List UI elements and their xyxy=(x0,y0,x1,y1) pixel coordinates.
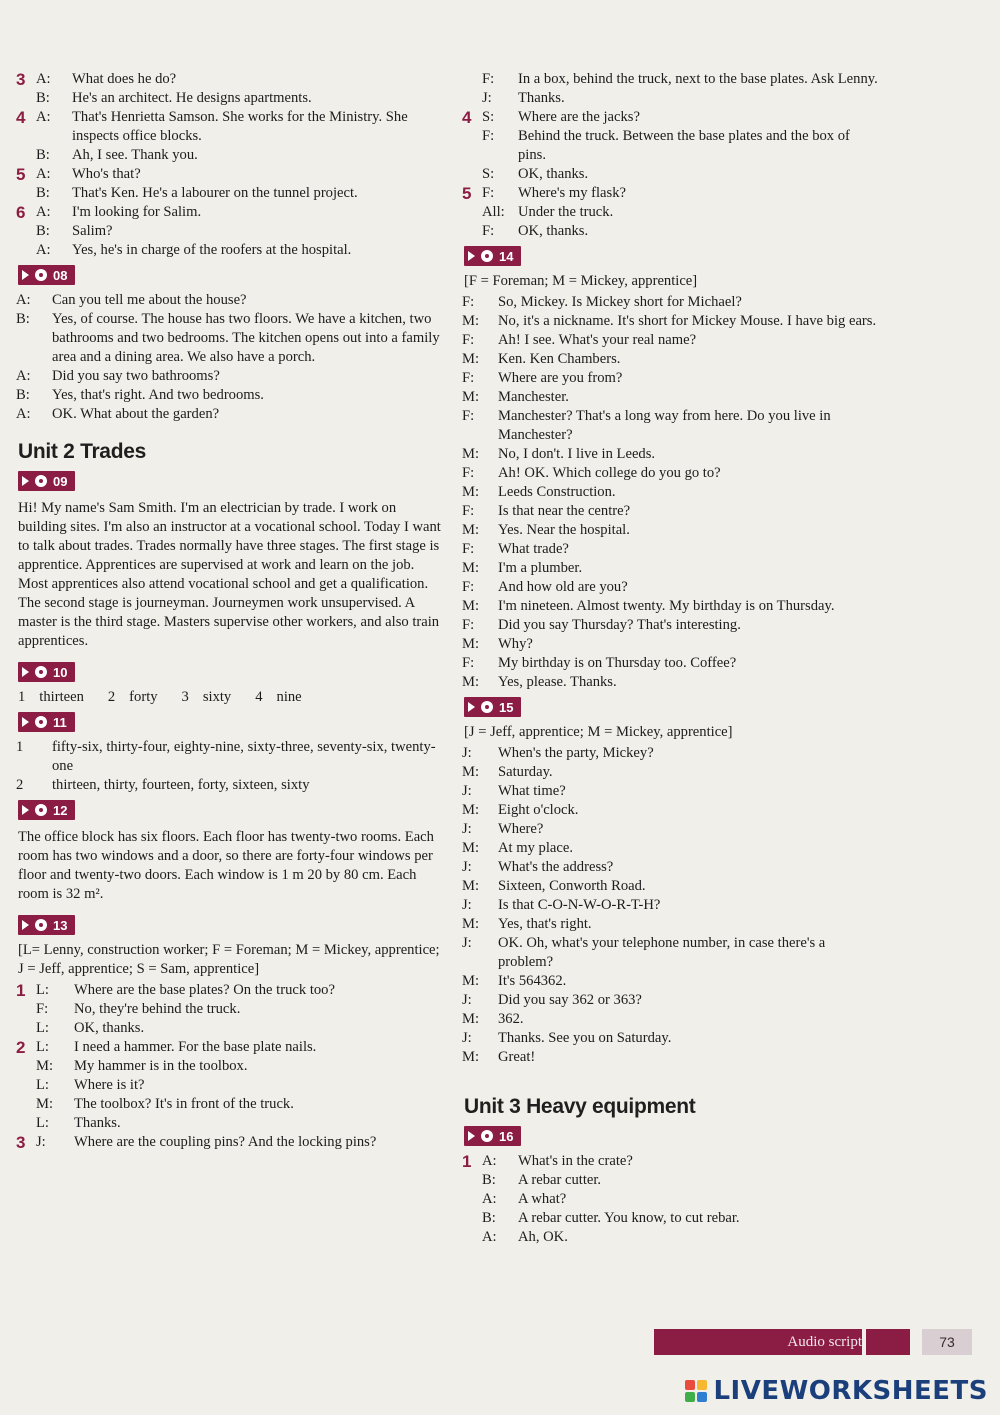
dialogue-row xyxy=(462,782,880,801)
speaker: F: xyxy=(482,71,495,87)
dialogue-5 xyxy=(16,165,446,203)
dialogue-row xyxy=(462,972,880,991)
speaker: J: xyxy=(36,1134,46,1150)
play-icon xyxy=(468,1131,475,1141)
track-10-numbers xyxy=(18,688,446,707)
number-words: fifty-six, thirty-four, eighty-nine, sixty-three, seventy-six, twenty-one xyxy=(52,739,436,774)
dialogue-line: Yes, please. Thanks. xyxy=(498,674,617,690)
cd-icon xyxy=(35,475,47,487)
speaker: B: xyxy=(36,185,50,201)
dialogue-3 xyxy=(16,70,446,108)
right-column xyxy=(462,70,880,1247)
speaker-key: [J = Jeff, apprentice; M = Mickey, apprentice] xyxy=(464,724,733,740)
dialogue-row xyxy=(462,578,880,597)
speaker: F: xyxy=(462,503,475,519)
dialogue-row xyxy=(462,877,880,896)
speaker: A: xyxy=(36,166,51,182)
dialogue-row xyxy=(462,369,880,388)
dialogue-row xyxy=(462,915,880,934)
track-15-button[interactable] xyxy=(464,697,521,717)
dialogue-line: Behind the truck. Between the base plates and the box of pins. xyxy=(518,128,850,163)
dialogue-row xyxy=(462,763,880,782)
dialogue-row xyxy=(462,820,880,839)
dialogue-line: Yes. Near the hospital. xyxy=(498,522,630,538)
dialogue-6 xyxy=(16,203,446,260)
dialogue-line: What trade? xyxy=(498,541,569,557)
dialogue-line: Under the truck. xyxy=(518,204,614,220)
cd-icon xyxy=(35,716,47,728)
dialogue-row xyxy=(462,559,880,578)
dialogue-line: Great! xyxy=(498,1049,536,1065)
track-number: 12 xyxy=(53,802,68,818)
item-number: 2 xyxy=(16,777,24,793)
dialogue-line: Thanks. See you on Saturday. xyxy=(498,1030,672,1046)
dialogue-line: What's in the crate? xyxy=(518,1153,633,1169)
dialogue-row xyxy=(462,540,880,559)
speaker: L: xyxy=(36,1020,49,1036)
track-number: 15 xyxy=(499,699,514,715)
dialogue-line: At my place. xyxy=(498,840,573,856)
speaker: A: xyxy=(36,242,51,258)
speaker: S: xyxy=(482,166,495,182)
dialogue-line: When's the party, Mickey? xyxy=(498,745,654,761)
dialogue-4 xyxy=(16,108,446,165)
track-number: 16 xyxy=(499,1128,514,1144)
dialogue-line: No, I don't. I live in Leeds. xyxy=(498,446,656,462)
dialogue-line: What's the address? xyxy=(498,859,614,875)
speaker: A: xyxy=(36,71,51,87)
speaker: F: xyxy=(462,294,475,310)
dialogue-line: I'm nineteen. Almost twenty. My birthday is on Thursday. xyxy=(498,598,835,614)
item-number: 2 xyxy=(16,1038,26,1057)
track-number: 10 xyxy=(53,664,68,680)
speaker: J: xyxy=(462,859,472,875)
dialogue-row xyxy=(462,801,880,820)
track-08-button[interactable] xyxy=(18,265,75,285)
item-number: 3 xyxy=(181,689,189,705)
dialogue-line: I'm a plumber. xyxy=(498,560,583,576)
item-number: 1 xyxy=(16,739,24,755)
dialogue-line: A rebar cutter. You know, to cut rebar. xyxy=(518,1210,740,1226)
dialogue-line: Yes, that's right. xyxy=(498,916,592,932)
dialogue-row xyxy=(462,483,880,502)
track-10-button[interactable] xyxy=(18,662,75,682)
watermark-text: LIVEWORKSHEETS xyxy=(713,1376,988,1406)
speaker: J: xyxy=(462,897,472,913)
dialogue-line: A what? xyxy=(518,1191,567,1207)
dialogue-line: The toolbox? It's in front of the truck. xyxy=(74,1096,294,1112)
left-column xyxy=(16,70,446,1152)
dialogue-row xyxy=(462,388,880,407)
cd-icon xyxy=(481,701,493,713)
speaker: M: xyxy=(462,351,480,367)
speaker: M: xyxy=(462,1011,480,1027)
dialogue-row xyxy=(462,616,880,635)
dialogue-line: Yes, he's in charge of the roofers at the hospital. xyxy=(72,242,352,258)
dialogue-line: Did you say two bathrooms? xyxy=(52,368,220,384)
dialogue-line: No, they're behind the truck. xyxy=(74,1001,241,1017)
track-12-button[interactable] xyxy=(18,800,75,820)
dialogue-line: Why? xyxy=(498,636,533,652)
track-13-item-4 xyxy=(462,108,880,184)
cd-icon xyxy=(481,250,493,262)
dialogue-row xyxy=(462,407,880,445)
play-icon xyxy=(468,702,475,712)
track-09-text: Hi! My name's Sam Smith. I'm an electrician by trade. I work on building sites. I'm also an instructor at a vocational school. Today I want to talk about trades. Trades normally have three stages. The first stage is apprentice. Apprentices are supervised at work and learn on the job. Most apprentices also attend vocational school and get a qualification. The second stage is journeyman. Journeymen work unsupervised. A master is the third stage. Masters supervise other workers, and also train apprentices. xyxy=(18,500,441,649)
speaker: F: xyxy=(482,185,495,201)
track-13-button[interactable] xyxy=(18,915,75,935)
speaker: F: xyxy=(462,332,475,348)
dialogue-line: No, it's a nickname. It's short for Mickey Mouse. I have big ears. xyxy=(498,313,877,329)
item-number: 5 xyxy=(16,165,26,184)
dialogue-row xyxy=(462,654,880,673)
dialogue-line: My hammer is in the toolbox. xyxy=(74,1058,248,1074)
speaker: F: xyxy=(462,579,475,595)
play-icon xyxy=(22,476,29,486)
track-13-item-3 xyxy=(16,1133,446,1152)
dialogue-line: Ah! OK. Which college do you go to? xyxy=(498,465,721,481)
dialogue-line: Salim? xyxy=(72,223,113,239)
item-number: 3 xyxy=(16,70,26,89)
speaker: M: xyxy=(36,1096,54,1112)
track-16-item-1 xyxy=(462,1152,880,1247)
dialogue-row xyxy=(462,896,880,915)
item-number: 4 xyxy=(462,108,472,127)
speaker: B: xyxy=(16,311,30,327)
dialogue-line: I need a hammer. For the base plate nails. xyxy=(74,1039,317,1055)
speaker: M: xyxy=(462,560,480,576)
track-number: 11 xyxy=(53,714,67,730)
track-11-list xyxy=(16,738,446,795)
dialogue-line: Ken. Ken Chambers. xyxy=(498,351,621,367)
track-08-dialogue xyxy=(16,291,446,424)
dialogue-line: Thanks. xyxy=(518,90,565,106)
number-word: thirteen xyxy=(39,689,84,705)
dialogue-line: What time? xyxy=(498,783,566,799)
speaker: A: xyxy=(36,109,51,125)
speaker: B: xyxy=(36,147,50,163)
speaker: M: xyxy=(462,916,480,932)
dialogue-line: Did you say 362 or 363? xyxy=(498,992,642,1008)
dialogue-line: Yes, of course. The house has two floors. We have a kitchen, two bathrooms and two bedrooms. The kitchen opens out into a family area and a dining area. We also have a porch. xyxy=(52,311,440,365)
speaker: M: xyxy=(462,313,480,329)
speaker: A: xyxy=(482,1191,497,1207)
cd-icon xyxy=(35,269,47,281)
speaker: M: xyxy=(462,1049,480,1065)
speaker: J: xyxy=(462,935,472,951)
dialogue-line: Where's my flask? xyxy=(518,185,626,201)
item-number: 4 xyxy=(255,689,263,705)
dialogue-line: 362. xyxy=(498,1011,524,1027)
track-11-button[interactable] xyxy=(18,712,75,732)
item-number: 4 xyxy=(16,108,26,127)
section-label: Audio script xyxy=(787,1333,862,1350)
dialogue-line: Ah, OK. xyxy=(518,1229,568,1245)
liveworksheets-logo-icon xyxy=(685,1380,707,1402)
dialogue-line: Where are the coupling pins? And the locking pins? xyxy=(74,1134,377,1150)
footer-divider xyxy=(862,1329,866,1355)
dialogue-line: Where is it? xyxy=(74,1077,145,1093)
speaker: J: xyxy=(462,783,472,799)
speaker: L: xyxy=(36,1115,49,1131)
speaker: F: xyxy=(462,655,475,671)
cd-icon xyxy=(35,666,47,678)
number-words: thirteen, thirty, fourteen, forty, sixteen, sixty xyxy=(52,777,310,793)
speaker: M: xyxy=(462,802,480,818)
item-number: 3 xyxy=(16,1133,26,1152)
speaker: F: xyxy=(462,541,475,557)
dialogue-row xyxy=(462,673,880,692)
speaker: L: xyxy=(36,982,49,998)
number-word: nine xyxy=(276,689,302,705)
speaker: A: xyxy=(16,292,31,308)
speaker-key: [F = Foreman; M = Mickey, apprentice] xyxy=(464,273,698,289)
speaker-key: [L= Lenny, construction worker; F = Foreman; M = Mickey, apprentice; J = Jeff, apprentice; S = Sam, apprentice] xyxy=(18,942,440,977)
speaker: L: xyxy=(36,1077,49,1093)
speaker: M: xyxy=(462,484,480,500)
cd-icon xyxy=(481,1130,493,1142)
speaker: F: xyxy=(462,408,475,424)
speaker: J: xyxy=(462,992,472,1008)
speaker: F: xyxy=(462,465,475,481)
dialogue-row xyxy=(462,1048,880,1067)
item-number: 1 xyxy=(18,689,26,705)
dialogue-row xyxy=(462,839,880,858)
number-word: forty xyxy=(129,689,158,705)
dialogue-line: My birthday is on Thursday too. Coffee? xyxy=(498,655,737,671)
dialogue-line: Can you tell me about the house? xyxy=(52,292,247,308)
play-icon xyxy=(22,667,29,677)
dialogue-line: What does he do? xyxy=(72,71,177,87)
speaker: B: xyxy=(482,1172,496,1188)
dialogue-line: Ah, I see. Thank you. xyxy=(72,147,198,163)
speaker: M: xyxy=(462,674,480,690)
speaker: B: xyxy=(36,223,50,239)
dialogue-row xyxy=(462,350,880,369)
track-13-continued xyxy=(462,70,880,108)
dialogue-line: Where are you from? xyxy=(498,370,623,386)
dialogue-line: Ah! I see. What's your real name? xyxy=(498,332,697,348)
dialogue-line: That's Ken. He's a labourer on the tunnel project. xyxy=(72,185,358,201)
dialogue-line: OK, thanks. xyxy=(518,223,589,239)
dialogue-row xyxy=(462,991,880,1010)
dialogue-line: OK, thanks. xyxy=(518,166,589,182)
play-icon xyxy=(22,717,29,727)
dialogue-row xyxy=(462,521,880,540)
dialogue-line: Did you say Thursday? That's interesting. xyxy=(498,617,741,633)
speaker: M: xyxy=(462,522,480,538)
speaker: M: xyxy=(462,878,480,894)
dialogue-line: I'm looking for Salim. xyxy=(72,204,202,220)
dialogue-line: A rebar cutter. xyxy=(518,1172,602,1188)
speaker: J: xyxy=(482,90,492,106)
track-number: 14 xyxy=(499,248,514,264)
track-13-item-1 xyxy=(16,981,446,1038)
dialogue-line: Eight o'clock. xyxy=(498,802,579,818)
speaker: M: xyxy=(462,636,480,652)
dialogue-row xyxy=(462,744,880,763)
cd-icon xyxy=(35,804,47,816)
dialogue-line: It's 564362. xyxy=(498,973,567,989)
dialogue-line: Who's that? xyxy=(72,166,141,182)
dialogue-line: Is that C-O-N-W-O-R-T-H? xyxy=(498,897,661,913)
speaker: F: xyxy=(482,128,495,144)
speaker: M: xyxy=(462,389,480,405)
item-number: 6 xyxy=(16,203,26,222)
dialogue-line: Sixteen, Conworth Road. xyxy=(498,878,646,894)
dialogue-row xyxy=(462,331,880,350)
speaker: J: xyxy=(462,821,472,837)
speaker: A: xyxy=(36,204,51,220)
speaker: S: xyxy=(482,109,495,125)
dialogue-row xyxy=(462,597,880,616)
dialogue-row xyxy=(462,464,880,483)
section-footer xyxy=(654,1329,910,1355)
dialogue-line: That's Henrietta Samson. She works for the Ministry. She inspects office blocks. xyxy=(72,109,408,144)
track-number: 13 xyxy=(53,917,68,933)
speaker: B: xyxy=(16,387,30,403)
speaker: M: xyxy=(462,973,480,989)
play-icon xyxy=(22,805,29,815)
liveworksheets-watermark xyxy=(685,1376,988,1406)
speaker: M: xyxy=(462,446,480,462)
track-number: 08 xyxy=(53,267,68,283)
dialogue-row xyxy=(462,1010,880,1029)
item-number: 5 xyxy=(462,184,472,203)
speaker: F: xyxy=(462,617,475,633)
dialogue-line: Is that near the centre? xyxy=(498,503,631,519)
speaker: B: xyxy=(482,1210,496,1226)
dialogue-line: Leeds Construction. xyxy=(498,484,616,500)
dialogue-line: He's an architect. He designs apartments. xyxy=(72,90,312,106)
track-13-item-5 xyxy=(462,184,880,241)
speaker: J: xyxy=(462,745,472,761)
track-12-text: The office block has six floors. Each floor has twenty-two rooms. Each room has two windows and a door, so there are forty-four windows per floor and twenty-two doors. Each window is 1 m 20 by 80 cm. Each room is 32 m². xyxy=(18,829,434,902)
unit-2-title: Unit 2 Trades xyxy=(18,440,146,463)
speaker: M: xyxy=(36,1058,54,1074)
track-16-button[interactable] xyxy=(464,1126,521,1146)
speaker: M: xyxy=(462,840,480,856)
speaker: All: xyxy=(482,204,505,220)
track-number: 09 xyxy=(53,473,68,489)
track-14-dialogue xyxy=(462,293,880,692)
speaker: L: xyxy=(36,1039,49,1055)
speaker: F: xyxy=(462,370,475,386)
dialogue-line: And how old are you? xyxy=(498,579,628,595)
play-icon xyxy=(22,270,29,280)
track-15-dialogue xyxy=(462,744,880,1067)
cd-icon xyxy=(35,919,47,931)
dialogue-line: Thanks. xyxy=(74,1115,121,1131)
dialogue-row xyxy=(462,312,880,331)
dialogue-line: Where are the jacks? xyxy=(518,109,640,125)
dialogue-line: OK. What about the garden? xyxy=(52,406,220,422)
dialogue-row xyxy=(462,635,880,654)
item-number: 1 xyxy=(16,981,26,1000)
dialogue-row xyxy=(462,445,880,464)
dialogue-line: Where are the base plates? On the truck too? xyxy=(74,982,335,998)
dialogue-line: Saturday. xyxy=(498,764,553,780)
speaker: M: xyxy=(462,764,480,780)
speaker: A: xyxy=(482,1229,497,1245)
dialogue-line: OK, thanks. xyxy=(74,1020,145,1036)
dialogue-line: Yes, that's right. And two bedrooms. xyxy=(52,387,264,403)
speaker: F: xyxy=(36,1001,49,1017)
speaker: A: xyxy=(16,406,31,422)
speaker: A: xyxy=(16,368,31,384)
dialogue-row xyxy=(462,934,880,972)
dialogue-row xyxy=(462,293,880,312)
item-number: 1 xyxy=(462,1152,472,1171)
dialogue-line: OK. Oh, what's your telephone number, in case there's a problem? xyxy=(498,935,826,970)
speaker: M: xyxy=(462,598,480,614)
dialogue-line: So, Mickey. Is Mickey short for Michael? xyxy=(498,294,742,310)
dialogue-row xyxy=(462,502,880,521)
speaker: J: xyxy=(462,1030,472,1046)
dialogue-line: Where? xyxy=(498,821,544,837)
dialogue-line: Manchester? That's a long way from here. Do you live in Manchester? xyxy=(498,408,831,443)
speaker: F: xyxy=(482,223,495,239)
unit-3-title: Unit 3 Heavy equipment xyxy=(464,1095,696,1118)
dialogue-row xyxy=(462,858,880,877)
dialogue-line: In a box, behind the truck, next to the base plates. Ask Lenny. xyxy=(518,71,878,87)
speaker: A: xyxy=(482,1153,497,1169)
track-09-button[interactable] xyxy=(18,471,75,491)
dialogue-row xyxy=(462,1029,880,1048)
track-13-item-2 xyxy=(16,1038,446,1133)
number-word: sixty xyxy=(202,689,232,705)
speaker: B: xyxy=(36,90,50,106)
play-icon xyxy=(22,920,29,930)
track-14-button[interactable] xyxy=(464,246,521,266)
page-number: 73 xyxy=(922,1329,972,1355)
dialogue-line: Manchester. xyxy=(498,389,569,405)
play-icon xyxy=(468,251,475,261)
item-number: 2 xyxy=(107,689,116,705)
